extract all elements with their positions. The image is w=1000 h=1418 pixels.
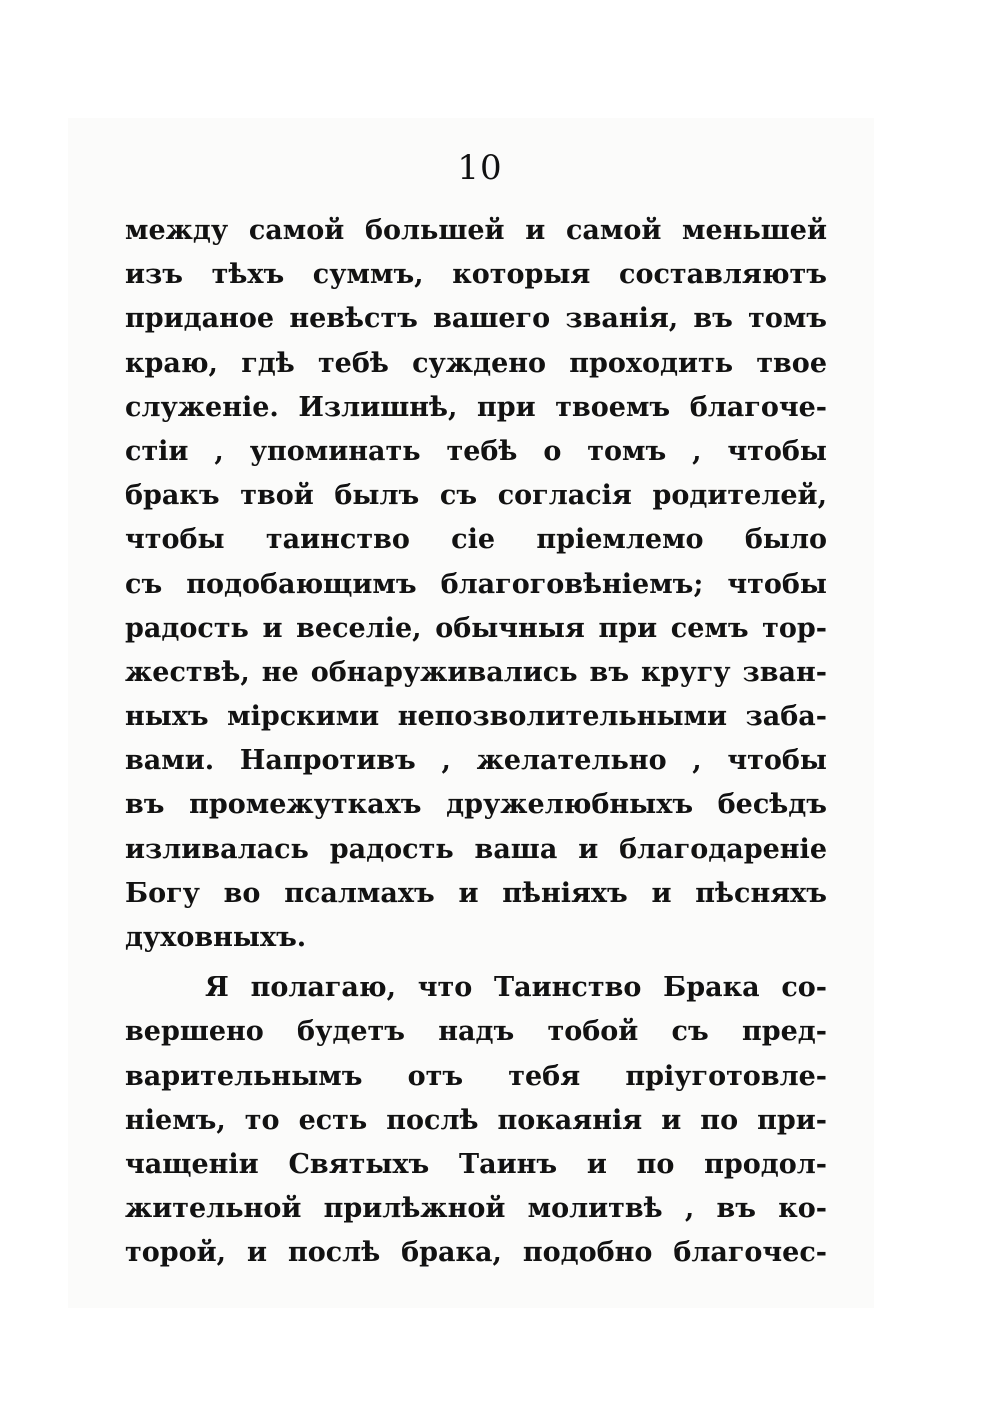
text-line: изливалась радость ваша и благодареніе bbox=[125, 833, 827, 865]
text-line: ніемъ, то есть послѣ покаянія и по при- bbox=[125, 1104, 827, 1136]
text-line: чтобы таинство сіе пріемлемо было bbox=[125, 524, 827, 556]
text-line: вершено будетъ надъ тобой съ пред- bbox=[125, 1016, 827, 1048]
text-line: радость и веселіе, обычныя при семъ тор- bbox=[125, 612, 827, 644]
body-text bbox=[125, 209, 827, 1276]
text-line: служеніе. Излишнѣ, при твоемъ благоче- bbox=[125, 391, 827, 423]
text-line: изъ тѣхъ суммъ, которыя составляютъ bbox=[125, 259, 827, 291]
text-line: жествѣ, не обнаруживались въ кругу зван- bbox=[125, 656, 827, 688]
text-line: между самой большей и самой меньшей bbox=[125, 215, 827, 246]
page-number: 10 bbox=[457, 148, 503, 188]
text-line: стіи , упоминать тебѣ о томъ , чтобы bbox=[125, 435, 827, 467]
text-line: вами. Напротивъ , желательно , чтобы bbox=[125, 745, 827, 777]
text-line: жительной прилѣжной молитвѣ , въ ко- bbox=[125, 1193, 827, 1225]
text-line: чащеніи Святыхъ Таинъ и по продол- bbox=[125, 1148, 827, 1180]
text-line: торой, и послѣ брака, подобно благочес- bbox=[125, 1237, 827, 1269]
text-line: съ подобающимъ благоговѣніемъ; чтобы bbox=[125, 568, 827, 600]
text-line: краю, гдѣ тебѣ суждено проходить твое bbox=[125, 347, 827, 379]
text-line: духовныхъ. bbox=[125, 922, 307, 953]
paragraph-2 bbox=[125, 966, 827, 1275]
paragraph-1 bbox=[125, 209, 827, 960]
text-line: бракъ твой былъ съ согласія родителей, bbox=[125, 480, 827, 512]
text-line: ныхъ мірскими непозволительными заба- bbox=[125, 701, 827, 733]
text-line: Я полагаю, что Таинство Брака со- bbox=[205, 972, 827, 1004]
text-line: Богу во псалмахъ и пѣніяхъ и пѣсняхъ bbox=[125, 877, 827, 909]
text-line: въ промежуткахъ дружелюбныхъ бесѣдъ bbox=[125, 789, 827, 821]
text-line: варительнымъ отъ тебя пріуготовле- bbox=[125, 1060, 827, 1092]
text-line: приданое невѣстъ вашего званія, въ томъ bbox=[125, 303, 827, 335]
